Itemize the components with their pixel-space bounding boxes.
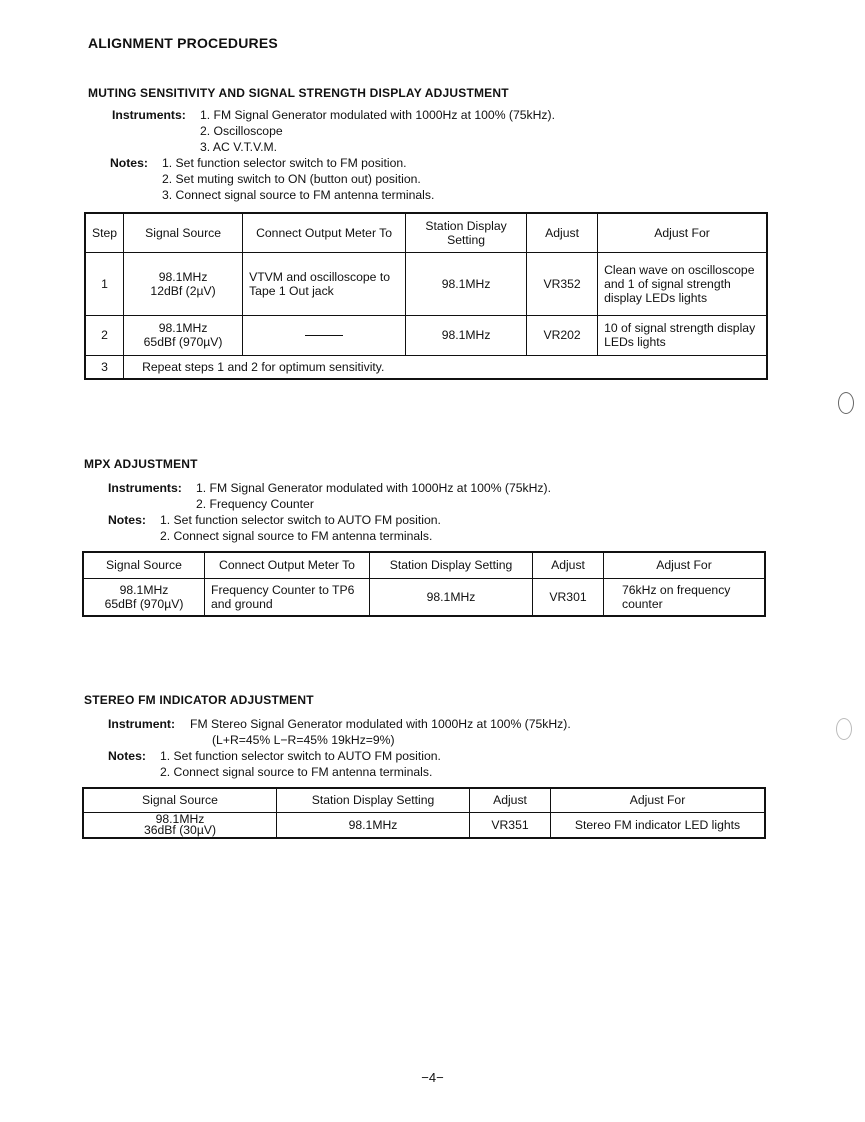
- source-level: 12dBf (2µV): [150, 283, 216, 298]
- source-level: 36dBf (30µV): [143, 822, 217, 837]
- step-cell: 1: [85, 252, 124, 315]
- instrument-item: 2. Frequency Counter: [196, 497, 314, 511]
- binder-hole-mark: [836, 718, 852, 740]
- column-header: Connect Output Meter To: [205, 552, 370, 578]
- instrument-item: 3. AC V.T.V.M.: [200, 140, 278, 154]
- notes-label: Notes:: [108, 749, 146, 763]
- column-header: Adjust: [527, 213, 598, 252]
- column-header: Station Display Setting: [277, 788, 470, 812]
- instrument-modulation: (L+R=45% L−R=45% 19kHz=9%): [212, 733, 395, 747]
- signal-source-cell: [83, 578, 205, 616]
- muting-adjustment-table: [84, 212, 768, 380]
- binder-hole-mark: [838, 392, 854, 414]
- instruments-label: Instruments:: [108, 481, 182, 495]
- step-cell: 3: [85, 355, 124, 379]
- adjust-for-cell: 10 of signal strength display LEDs lights: [598, 315, 767, 355]
- table-row: [85, 355, 767, 379]
- adjust-cell: VR352: [527, 252, 598, 315]
- table-header-row: [83, 552, 765, 578]
- column-header: Station Display Setting: [370, 552, 533, 578]
- table-row: [85, 315, 767, 355]
- notes-label: Notes:: [108, 513, 146, 527]
- table-row: [83, 812, 765, 838]
- column-header: Step: [85, 213, 124, 252]
- column-header: Adjust: [533, 552, 604, 578]
- page-number: −4−: [421, 1070, 444, 1085]
- instrument-item: 1. FM Signal Generator modulated with 1000Hz at 100% (75kHz).: [196, 481, 551, 495]
- connect-cell: VTVM and oscilloscope to Tape 1 Out jack: [243, 252, 406, 315]
- signal-source-cell: [124, 315, 243, 355]
- column-header: Adjust For: [604, 552, 766, 578]
- instrument-label: Instrument:: [108, 717, 176, 731]
- adjust-cell: VR202: [527, 315, 598, 355]
- note-item: 2. Set muting switch to ON (button out) position.: [162, 172, 421, 186]
- instrument-item: 1. FM Signal Generator modulated with 1000Hz at 100% (75kHz).: [200, 108, 555, 122]
- signal-source-cell: [124, 252, 243, 315]
- source-frequency: 98.1MHz: [155, 811, 205, 826]
- adjust-for-cell: Stereo FM indicator LED lights: [551, 812, 766, 838]
- source-frequency: 98.1MHz: [119, 582, 169, 597]
- source-frequency: 98.1MHz: [158, 269, 208, 284]
- muting-section-heading: MUTING SENSITIVITY AND SIGNAL STRENGTH DISPLAY ADJUSTMENT: [88, 86, 509, 100]
- source-level: 65dBf (970µV): [104, 596, 184, 611]
- station-cell: 98.1MHz: [277, 812, 470, 838]
- adjust-for-cell: 76kHz on frequency counter: [604, 578, 766, 616]
- column-header: Adjust: [470, 788, 551, 812]
- note-item: 1. Set function selector switch to AUTO FM position.: [160, 749, 441, 763]
- note-item: 2. Connect signal source to FM antenna terminals.: [160, 765, 433, 779]
- signal-source-cell: [83, 812, 277, 838]
- note-item: 2. Connect signal source to FM antenna terminals.: [160, 529, 433, 543]
- column-header: Adjust For: [598, 213, 767, 252]
- station-cell: 98.1MHz: [406, 315, 527, 355]
- note-item: 3. Connect signal source to FM antenna terminals.: [162, 188, 435, 202]
- stereo-section-heading: STEREO FM INDICATOR ADJUSTMENT: [84, 693, 314, 707]
- adjust-cell: VR351: [470, 812, 551, 838]
- connect-cell-empty: [243, 315, 406, 355]
- notes-label: Notes:: [110, 156, 148, 170]
- mpx-section-heading: MPX ADJUSTMENT: [84, 457, 198, 471]
- source-frequency: 98.1MHz: [158, 321, 208, 335]
- stereo-indicator-table: [82, 787, 766, 839]
- repeat-note-cell: Repeat steps 1 and 2 for optimum sensitivity.: [124, 355, 767, 379]
- table-row: [83, 578, 765, 616]
- note-item: 1. Set function selector switch to FM position.: [162, 156, 407, 170]
- instruments-label: Instruments:: [112, 108, 186, 122]
- table-header-row: [85, 213, 767, 252]
- dash-mark: [305, 335, 343, 336]
- step-cell: 2: [85, 315, 124, 355]
- column-header: Adjust For: [551, 788, 766, 812]
- connect-cell: Frequency Counter to TP6 and ground: [205, 578, 370, 616]
- source-level: 65dBf (970µV): [143, 335, 223, 349]
- adjust-for-cell: Clean wave on oscilloscope and 1 of signal strength display LEDs lights: [598, 252, 767, 315]
- column-header: Signal Source: [124, 213, 243, 252]
- column-header: Station Display Setting: [406, 213, 527, 252]
- column-header: Connect Output Meter To: [243, 213, 406, 252]
- table-header-row: [83, 788, 765, 812]
- page-title: ALIGNMENT PROCEDURES: [88, 35, 278, 51]
- station-cell: 98.1MHz: [370, 578, 533, 616]
- table-row: [85, 252, 767, 315]
- instrument-item: FM Stereo Signal Generator modulated with 1000Hz at 100% (75kHz).: [190, 717, 571, 731]
- adjust-cell: VR301: [533, 578, 604, 616]
- column-header: Signal Source: [83, 552, 205, 578]
- station-cell: 98.1MHz: [406, 252, 527, 315]
- column-header: Signal Source: [83, 788, 277, 812]
- mpx-adjustment-table: [82, 551, 766, 617]
- note-item: 1. Set function selector switch to AUTO FM position.: [160, 513, 441, 527]
- instrument-item: 2. Oscilloscope: [200, 124, 283, 138]
